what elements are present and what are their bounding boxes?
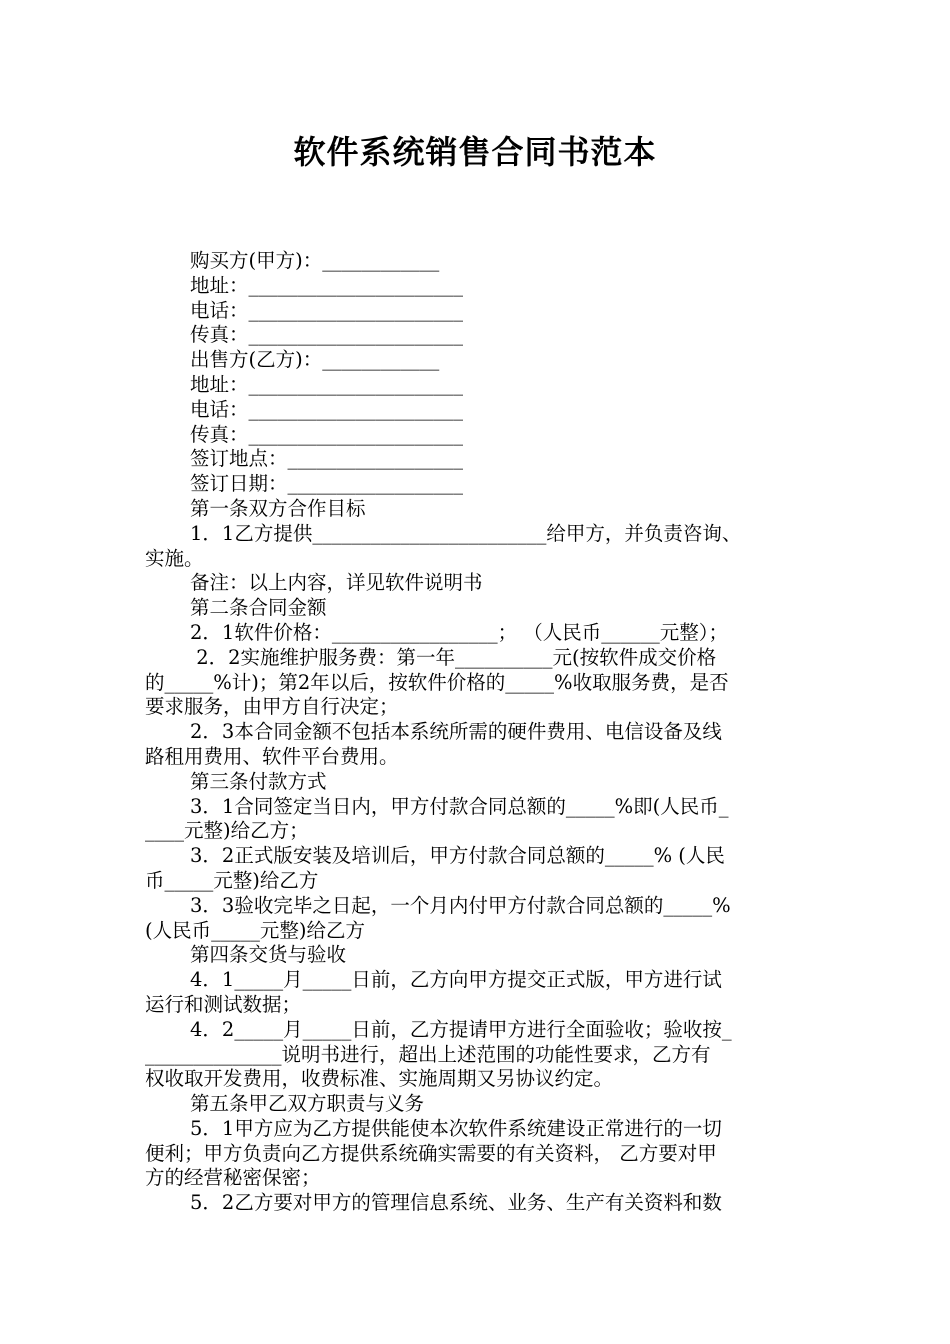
document-line: 传真：______________________ [190,323,464,347]
document-line: 的_____%计)；第2年以后，按软件价格的_____%收取服务费，是否 [145,670,729,694]
document-line: 备注：以上内容，详见软件说明书 [190,571,483,595]
document-line: 路租用费用、软件平台费用。 [145,744,399,768]
document-line: 实施。 [145,546,204,570]
document-line: 电话：______________________ [190,298,464,322]
document-line: 第五条甲乙双方职责与义务 [190,1092,425,1116]
document-line: (人民币_____元整)给乙方 [145,918,365,942]
document-line: 购买方(甲方)：____________ [190,249,440,272]
document-line: 3．3验收完毕之日起，一个月内付甲方付款合同总额的_____% [190,893,731,917]
document-line: 签订日期：__________________ [190,472,464,496]
document-line: 传真：______________________ [190,422,464,446]
document-line: 第二条合同金额 [190,596,327,620]
document-line: 第三条付款方式 [190,769,327,793]
document-line: 5．1甲方应为乙方提供能使本次软件系统建设正常进行的一切 [190,1116,722,1140]
document-line: 签订地点：__________________ [190,447,464,471]
document-line: 权收取开发费用，收费标准、实施周期又另协议约定。 [145,1067,614,1091]
document-line: 2．2实施维护服务费：第一年__________元(按软件成交价格 [190,645,717,669]
document-title: 软件系统销售合同书范本 [293,133,657,171]
document-line: 4．2_____月_____日前，乙方提请甲方进行全面验收；验收按_ [190,1017,732,1041]
document-body [145,249,810,1216]
document-line: 要求服务，由甲方自行决定； [145,695,399,719]
document-line: 3．2正式版安装及培训后，甲方付款合同总额的_____% (人民 [190,844,725,868]
document-line: 运行和测试数据； [145,992,302,1016]
document-line: 第一条双方合作目标 [190,496,366,520]
document-line: 方的经营秘密保密； [145,1166,321,1190]
document-line: 5．2乙方要对甲方的管理信息系统、业务、生产有关资料和数 [190,1191,722,1215]
document-line: 2．3本合同金额不包括本系统所需的硬件费用、电信设备及线 [190,720,722,744]
document-line: 币_____元整)给乙方 [145,868,319,892]
document-line: 第四条交货与验收 [190,943,347,967]
document-line: 2．1软件价格：_________________； （人民币______元整）； [190,620,729,644]
document-line: 出售方(乙方)：____________ [190,348,440,372]
document-line: 便利；甲方负责向乙方提供系统确实需要的有关资料， 乙方要对甲 [145,1141,717,1165]
document-line: 地址：______________________ [190,273,464,297]
document-line: 地址：______________________ [190,372,464,396]
document-line: ____元整)给乙方； [145,819,309,843]
document-line: 3．1合同签定当日内，甲方付款合同总额的_____%即(人民币_ [190,794,729,818]
document-line: 4．1_____月_____日前，乙方向甲方提交正式版，甲方进行试 [190,968,722,992]
document-line: ______________说明书进行，超出上述范围的功能性要求，乙方有 [145,1042,711,1066]
document-line: 1．1乙方提供________________________给甲方，并负责咨询、 [190,521,742,545]
document-line: 电话：______________________ [190,397,464,421]
